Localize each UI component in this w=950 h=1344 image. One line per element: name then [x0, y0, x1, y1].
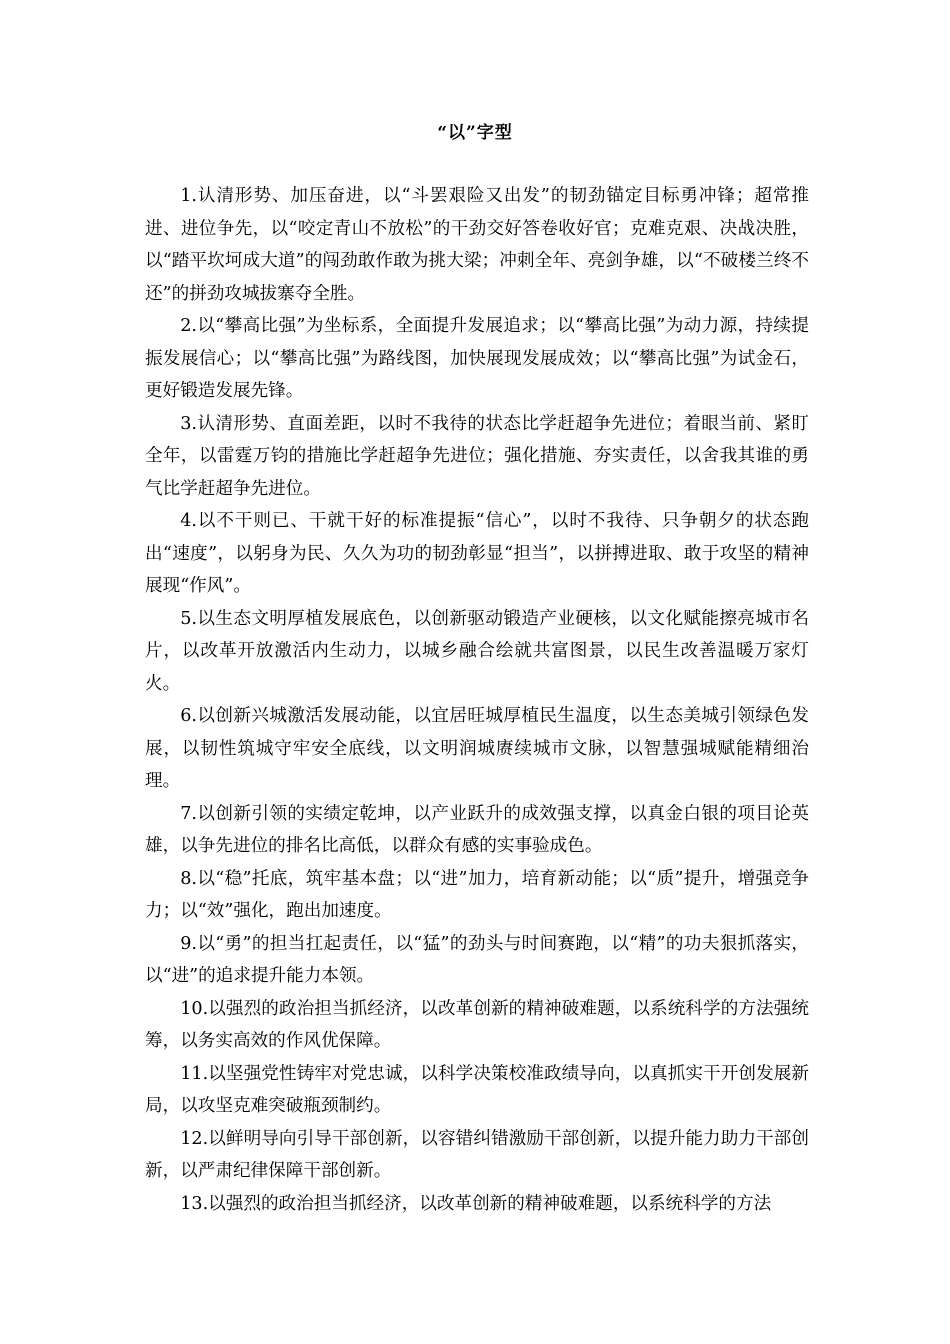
paragraph-1: 1.认清形势、加压奋进，以“斗罢艰险又出发”的韧劲锚定目标勇冲锋；超常推进、进位争先，以“咬定青山不放松”的干劲交好答卷收好官；克难克艰、决战决胜，以“踏平坎坷成大道”的闯劲敢作敢为挑大梁；冲刺全年、亮剑争雄，以“不破楼兰终不还”的拼劲攻城拔寨夺全胜。 — [145, 186, 809, 304]
document-body — [145, 180, 809, 1220]
paragraph-2: 2.以“攀高比强”为坐标系，全面提升发展追求；以“攀高比强”为动力源，持续提振发展信心；以“攀高比强”为路线图，加快展现发展成效；以“攀高比强”为试金石，更好锻造发展先锋。 — [145, 316, 809, 401]
paragraph-8: 8.以“稳”托底，筑牢基本盘；以“进”加力，培育新动能；以“质”提升，增强竞争力；以“效”强化，跑出加速度。 — [145, 868, 809, 921]
paragraph-12: 12.以鲜明导向引导干部创新，以容错纠错激励干部创新，以提升能力助力干部创新，以严肃纪律保障干部创新。 — [145, 1128, 809, 1181]
paragraph-13: 13.以强烈的政治担当抓经济，以改革创新的精神破难题，以系统科学的方法 — [180, 1193, 772, 1214]
paragraph-4: 4.以不干则已、干就干好的标准提振“信心”，以时不我待、只争朝夕的状态跑出“速度”，以躬身为民、久久为功的韧劲彰显“担当”，以拼搏进取、敢于攻坚的精神展现“作风”。 — [145, 511, 809, 596]
document-title: “以”字型 — [437, 123, 513, 143]
paragraph-6: 6.以创新兴城激活发展动能，以宜居旺城厚植民生温度，以生态美城引领绿色发展，以韧性筑城守牢安全底线，以文明润城赓续城市文脉，以智慧强城赋能精细治理。 — [145, 706, 809, 791]
paragraph-3: 3.认清形势、直面差距，以时不我待的状态比学赶超争先进位；着眼当前、紧盯全年，以雷霆万钧的措施比学赶超争先进位；强化措施、夯实责任，以舍我其谁的勇气比学赶超争先进位。 — [145, 413, 809, 499]
paragraph-9: 9.以“勇”的担当扛起责任，以“猛”的劲头与时间赛跑，以“精”的功夫狠抓落实，以“进”的追求提升能力本领。 — [145, 933, 809, 986]
paragraph-11: 11.以坚强党性铸牢对党忠诚，以科学决策校准政绩导向，以真抓实干开创发展新局，以攻坚克难突破瓶颈制约。 — [145, 1063, 809, 1116]
paragraph-7: 7.以创新引领的实绩定乾坤，以产业跃升的成效强支撑，以真金白银的项目论英雄，以争先进位的排名比高低，以群众有感的实事验成色。 — [145, 803, 809, 856]
paragraph-5: 5.以生态文明厚植发展底色，以创新驱动锻造产业硬核，以文化赋能擦亮城市名片，以改革开放激活内生动力，以城乡融合绘就共富图景，以民生改善温暖万家灯火。 — [145, 608, 809, 694]
paragraph-10: 10.以强烈的政治担当抓经济，以改革创新的精神破难题，以系统科学的方法强统筹，以务实高效的作风优保障。 — [145, 998, 809, 1051]
